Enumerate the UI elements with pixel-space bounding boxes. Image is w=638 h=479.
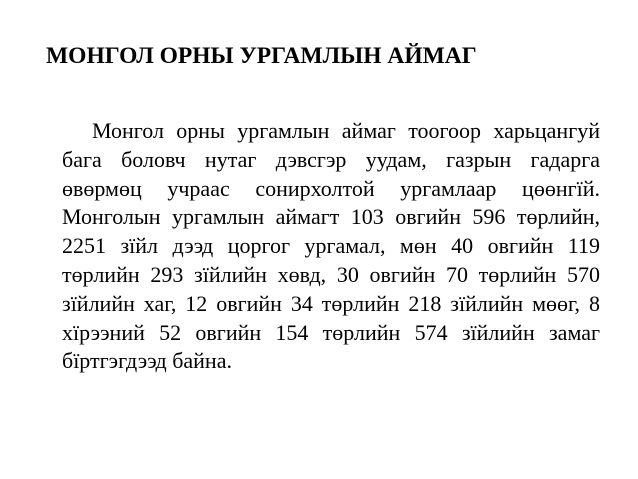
slide-body-paragraph: Монгол орны ургамлын аймаг тоогоор харьцангуй бага боловч нутаг дэвсгэр уудам, газрын гадарга өвөрмөц учраас сонирхолтой ургамлаар цөөнгїй. Монголын ургамлын аймагт 103 овгийн 596 төрлийн, 2251 зїйл дээд цоргог ургамал, мөн 40 овгийн 119 төрлийн 293 зїйлийн хөвд, 30 овгийн 70 төрлийн 570 зїйлийн хаг, 12 овгийн 34 төрлийн 218 зїйлийн мөөг, 8 хїрээний 52 овгийн 154 төрлийн 574 зїйлийн замаг бїртгэгдээд байна. — [62, 118, 600, 374]
slide-title: МОНГОЛ ОРНЫ УРГАМЛЫН АЙМАГ — [46, 43, 477, 69]
